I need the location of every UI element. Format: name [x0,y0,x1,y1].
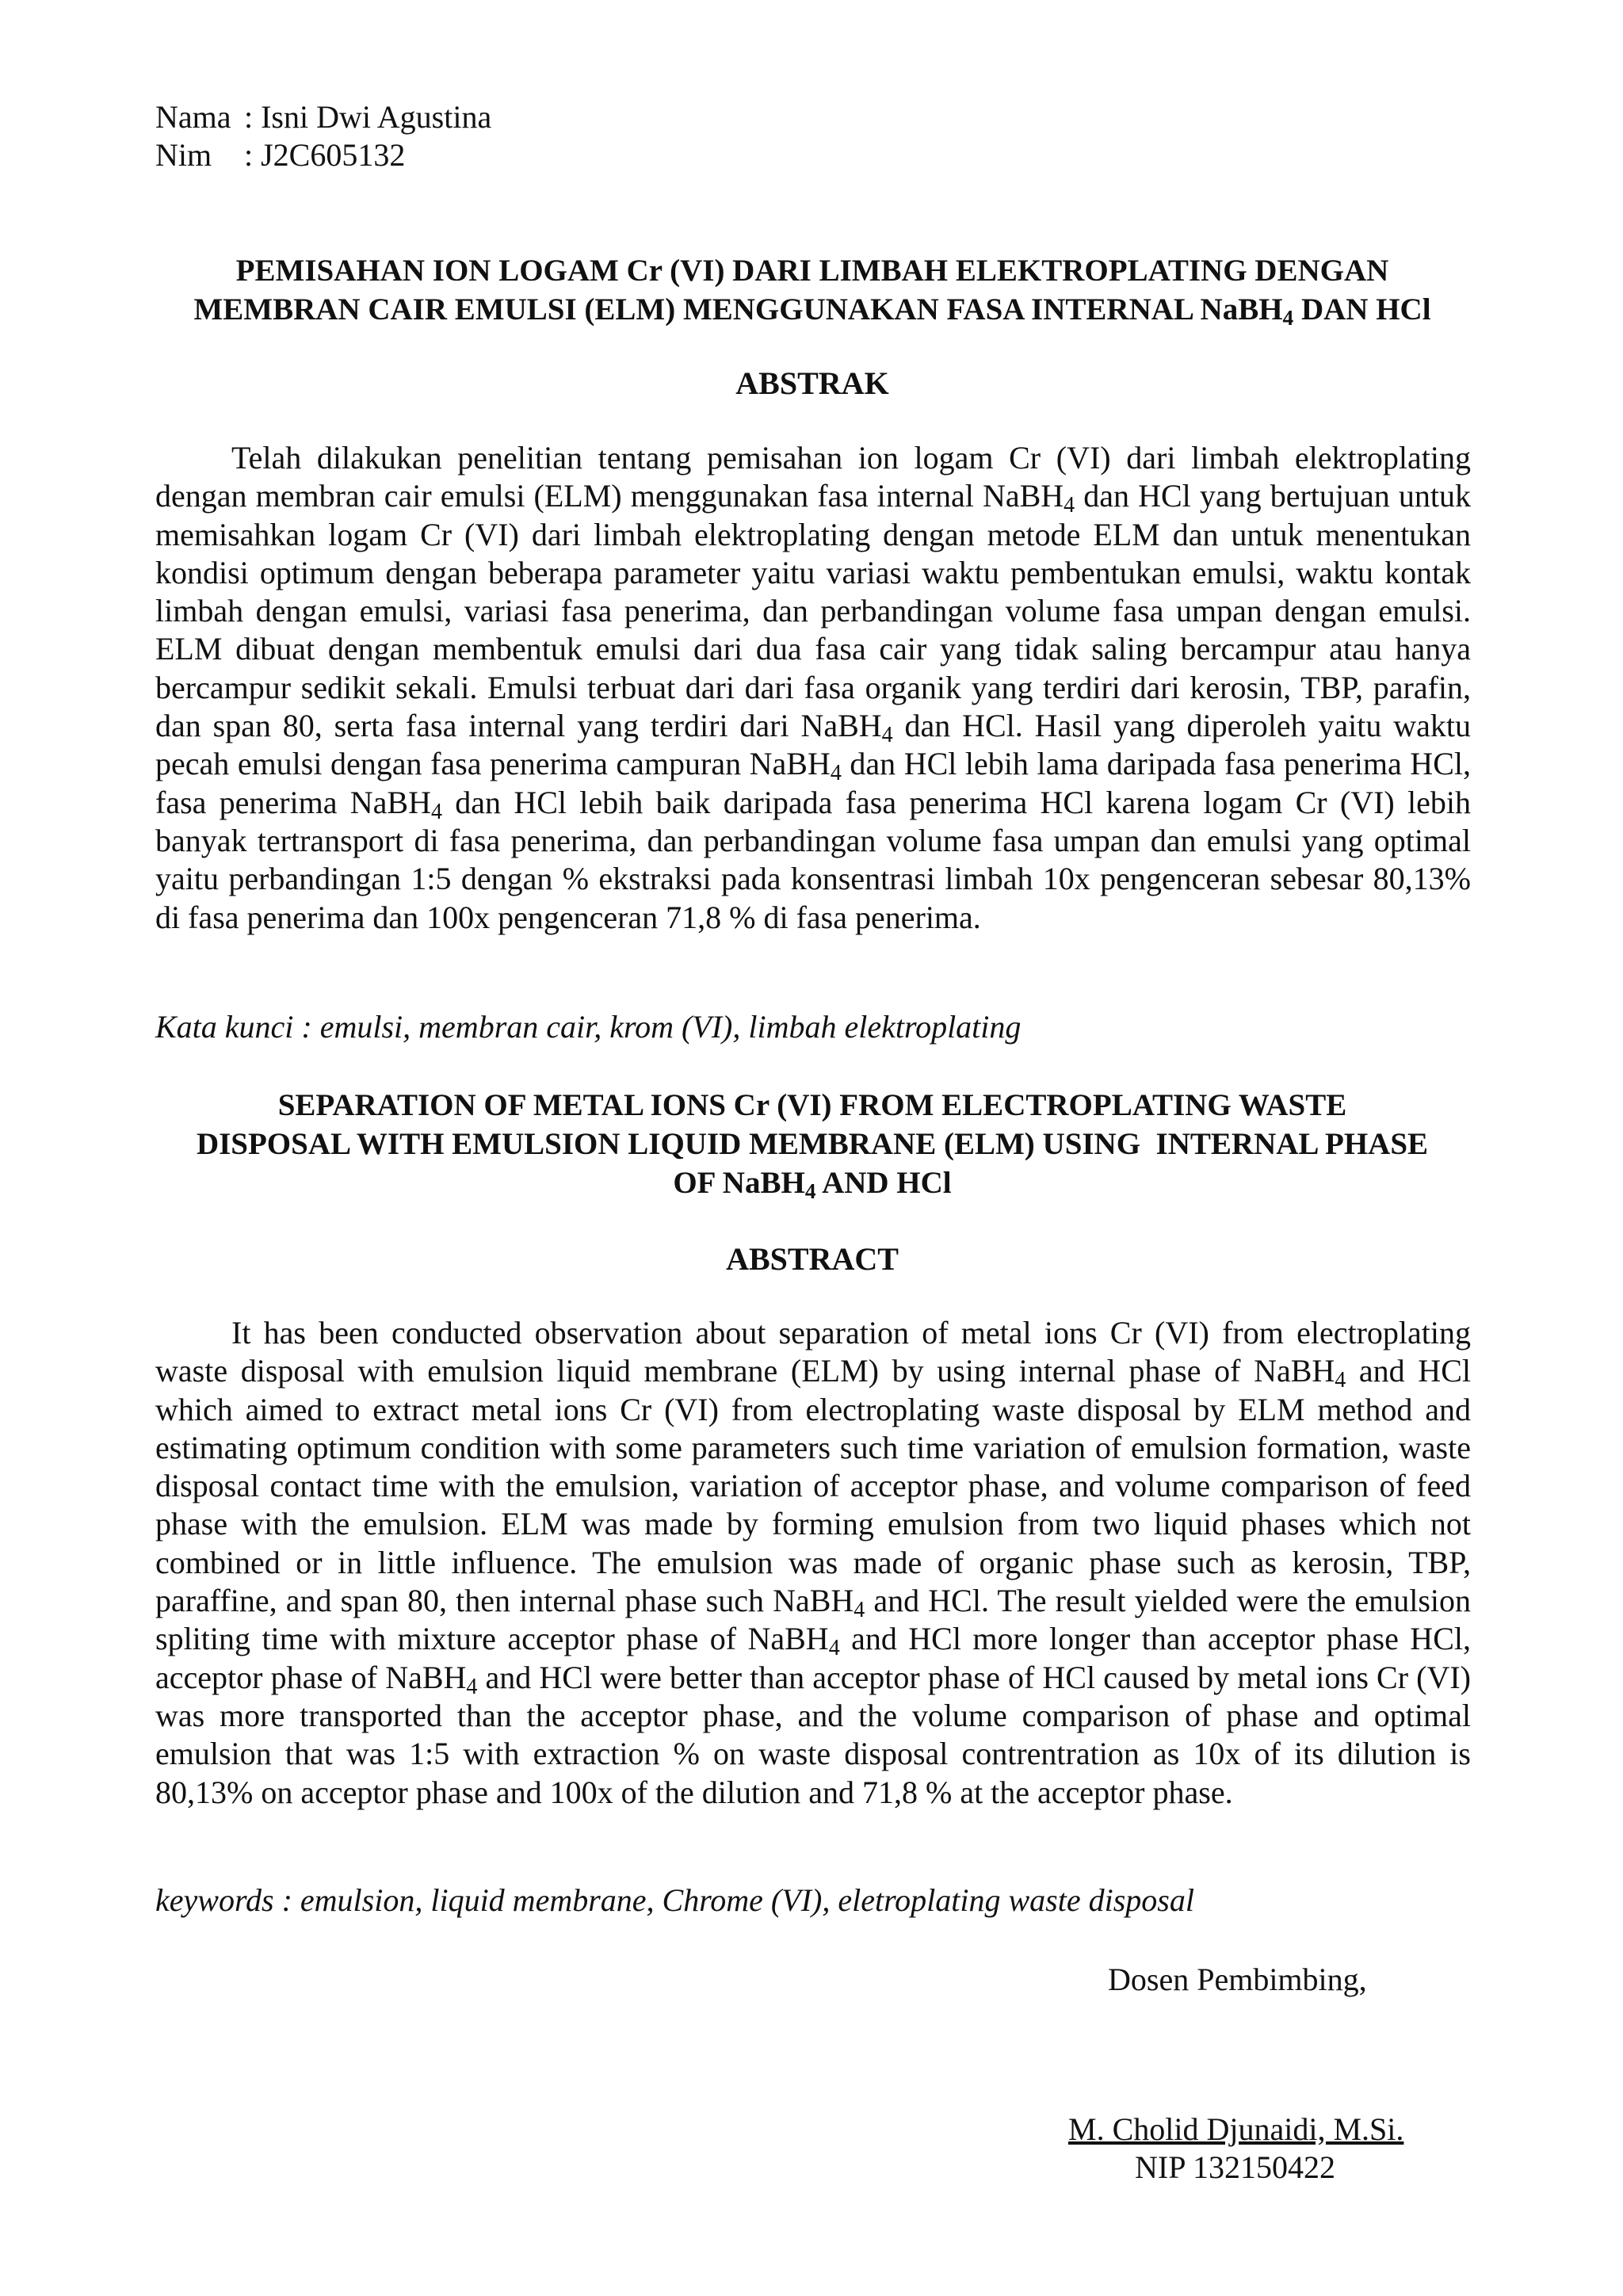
abstract-heading: ABSTRACT [726,1241,899,1277]
student-name-row [155,98,491,136]
nim-value: : J2C605132 [244,137,406,173]
english-title-line3: OF NaBH$_4$ AND HCl [673,1166,952,1203]
keywords: keywords : emulsion, liquid membrane, Chrome (VI), eletroplating waste disposal [155,1882,1194,1918]
student-nim-row [155,136,405,174]
name-value: : Isni Dwi Agustina [244,99,492,135]
abstrak-paragraph: Telah dilakukan penelitian tentang pemisahan ion logam Cr (VI) dari limbah elektroplating dengan membran cair emulsi (ELM) menggunakan fasa internal NaBH$_4$ dan HCl yang bertujuan untuk memisahkan logam Cr (VI) dari limbah elektroplating dengan metode ELM dan untuk menentukan kondisi optimum dengan beberapa parameter yaitu variasi waktu pembentukan emulsi, waktu kontak limbah dengan emulsi, variasi fasa penerima, dan perbandingan volume fasa umpan dengan emulsi. ELM dibuat dengan membentuk emulsi dari dua fasa cair yang tidak saling bercampur atau hanya bercampur sedikit sekali. Emulsi terbuat dari dari fasa organik yang terdiri dari kerosin, TBP, parafin, dan span 80, serta fasa internal yang terdiri dari NaBH$_4$ dan HCl. Hasil yang diperoleh yaitu waktu pecah emulsi dengan fasa penerima campuran NaBH$_4$ dan HCl lebih lama daripada fasa penerima HCl, fasa penerima NaBH$_4$ dan HCl lebih baik daripada fasa penerima HCl karena logam Cr (VI) lebih banyak tertransport di fasa penerima, dan perbandingan volume fasa umpan dan emulsi yang optimal yaitu perbandingan 1:5 dengan % ekstraksi pada konsentrasi limbah 10x pengenceran sebesar 80,13% di fasa penerima dan 100x pengenceran 71,8 % di fasa penerima. [155,440,1472,935]
indonesian-title [155,251,1469,329]
english-title [155,1086,1469,1202]
english-title-line2: DISPOSAL WITH EMULSION LIQUID MEMBRANE (ELM) USING INTERNAL PHASE [196,1127,1429,1161]
signature-label: Dosen Pembimbing, [1108,1962,1367,1997]
nim-label: Nim [155,137,212,173]
abstrak-heading: ABSTRAK [735,365,889,401]
indonesian-title-line2: MEMBRAN CAIR EMULSI (ELM) MENGGUNAKAN FASA INTERNAL NaBH$_4$ DAN HCl [193,292,1431,330]
english-title-line1: SEPARATION OF METAL IONS Cr (VI) FROM ELECTROPLATING WASTE [277,1088,1347,1122]
supervisor-nip: NIP 132150422 [1135,2149,1335,2185]
abstract-paragraph: It has been conducted observation about separation of metal ions Cr (VI) from electroplating waste disposal with emulsion liquid membrane (ELM) by using internal phase of NaBH$_4$ and HCl which aimed to extract metal ions Cr (VI) from electroplating waste disposal by ELM method and estimating optimum condition with some parameters such time variation of emulsion formation, waste disposal contact time with the emulsion, variation of acceptor phase, and volume comparison of feed phase with the emulsion. ELM was made by forming emulsion from two liquid phases which not combined or in little influence. The emulsion was made of organic phase such as kerosin, TBP, paraffine, and span 80, then internal phase such NaBH$_4$ and HCl. The result yielded were the emulsion spliting time with mixture acceptor phase of NaBH$_4$ and HCl more longer than acceptor phase HCl, acceptor phase of NaBH$_4$ and HCl were better than acceptor phase of HCl caused by metal ions Cr (VI) was more transported than the acceptor phase, and the volume comparison of phase and optimal emulsion that was 1:5 with extraction % on waste disposal contrentration as 10x of its dilution is 80,13% on acceptor phase and 100x of the dilution and 71,8 % at the acceptor phase. [155,1315,1472,1810]
indonesian-title-line1: PEMISAHAN ION LOGAM Cr (VI) DARI LIMBAH ELEKTROPLATING DENGAN [235,254,1389,288]
kata-kunci: Kata kunci : emulsi, membran cair, krom (VI), limbah elektroplating [155,1009,1022,1045]
supervisor-name: M. Cholid Djunaidi, M.Si. [1068,2111,1404,2147]
name-label: Nama [155,99,231,135]
